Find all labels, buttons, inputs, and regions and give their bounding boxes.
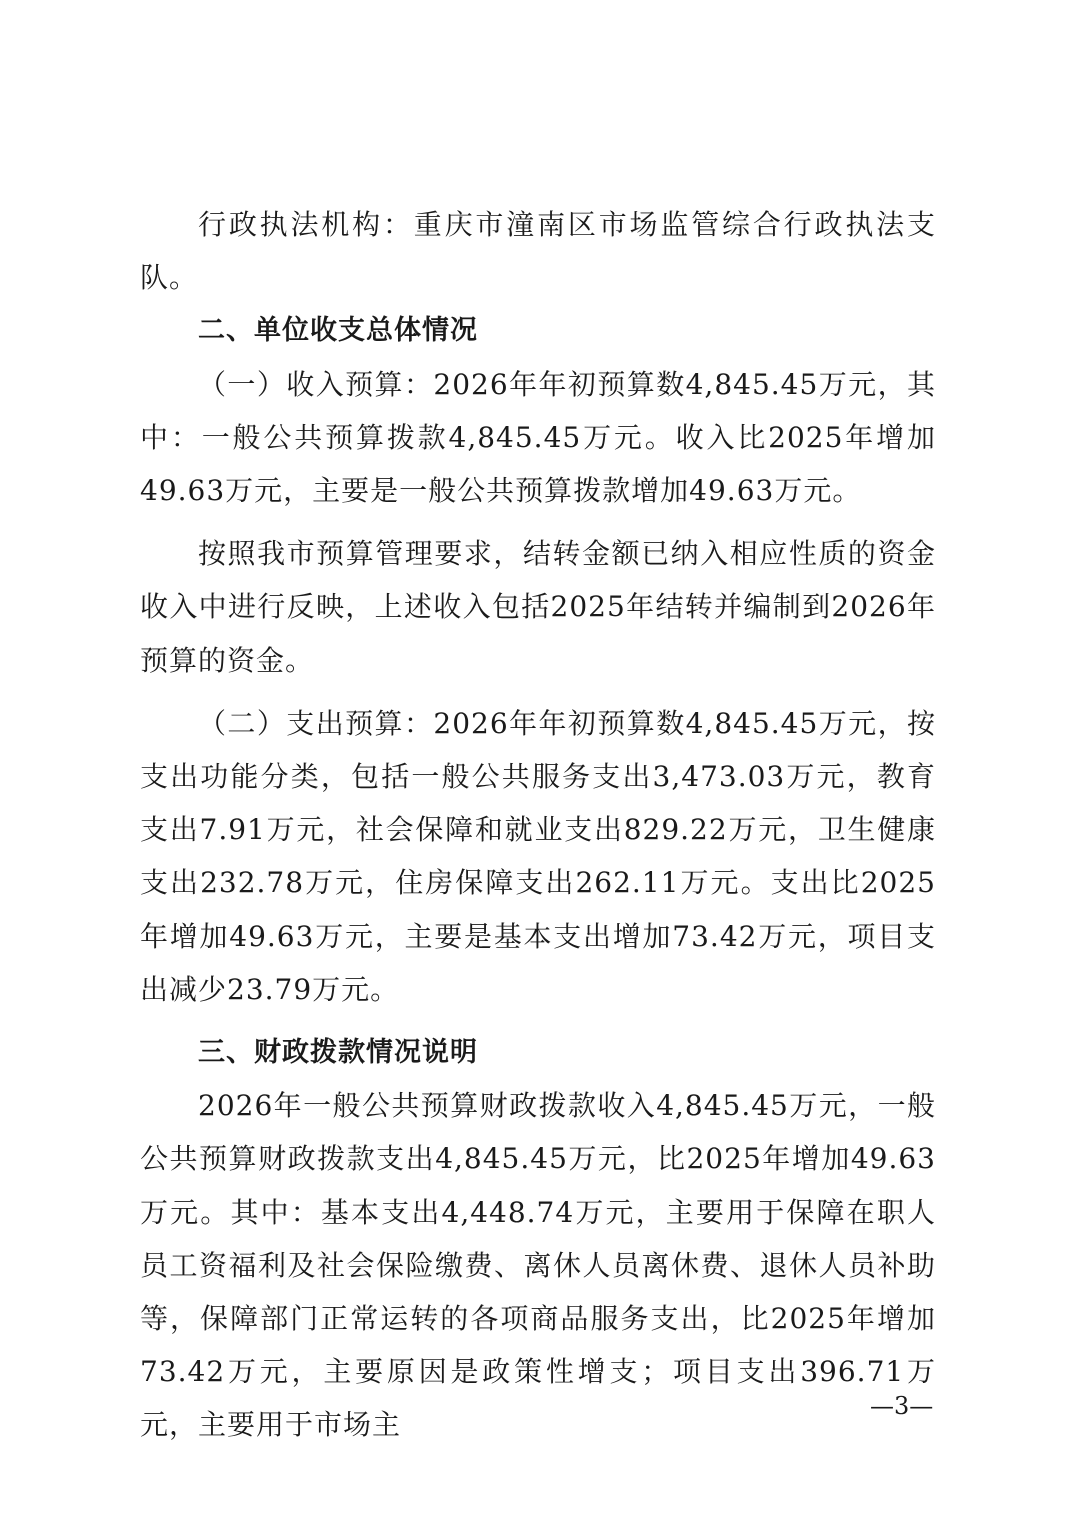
paragraph-carryover-note: 按照我市预算管理要求，结转金额已纳入相应性质的资金收入中进行反映，上述收入包括2025年结转并编制到2026年预算的资金。 — [140, 537, 936, 677]
paragraph-expenditure-budget: （二）支出预算：2026年年初预算数4,845.45万元，按支出功能分类，包括一般公共服务支出3,473.03万元，教育支出7.91万元，社会保障和就业支出829.22万元，卫生健康支出232.78万元，住房保障支出262.11万元。支出比2025年增加49.63万元，主要是基本支出增加73.42万元，项目支出减少23.79万元。 — [140, 706, 936, 1006]
document-body — [140, 198, 936, 1452]
paragraph-enforcement-agency: 行政执法机构：重庆市潼南区市场监管综合行政执法支队。 — [140, 208, 936, 295]
section-heading-fiscal-appropriation: 三、财政拨款情况说明 — [198, 1037, 478, 1069]
page-number: —3— — [870, 1392, 934, 1420]
section-heading-overall-budget: 二、单位收支总体情况 — [198, 315, 478, 347]
paragraph-fiscal-appropriation: 2026年一般公共预算财政拨款收入4,845.45万元，一般公共预算财政拨款支出4,845.45万元，比2025年增加49.63万元。其中：基本支出4,448.74万元，主要用于保障在职人员工资福利及社会保险缴费、离休人员离休费、退休人员补助等，保障部门正常运转的各项商品服务支出，比2025年增加73.42万元，主要原因是政策性增支；项目支出396.71万元，主要用于市场主 — [140, 1089, 936, 1442]
paragraph-income-budget: （一）收入预算：2026年年初预算数4,845.45万元，其中：一般公共预算拨款4,845.45万元。收入比2025年增加49.63万元，主要是一般公共预算拨款增加49.63万元。 — [140, 367, 936, 508]
